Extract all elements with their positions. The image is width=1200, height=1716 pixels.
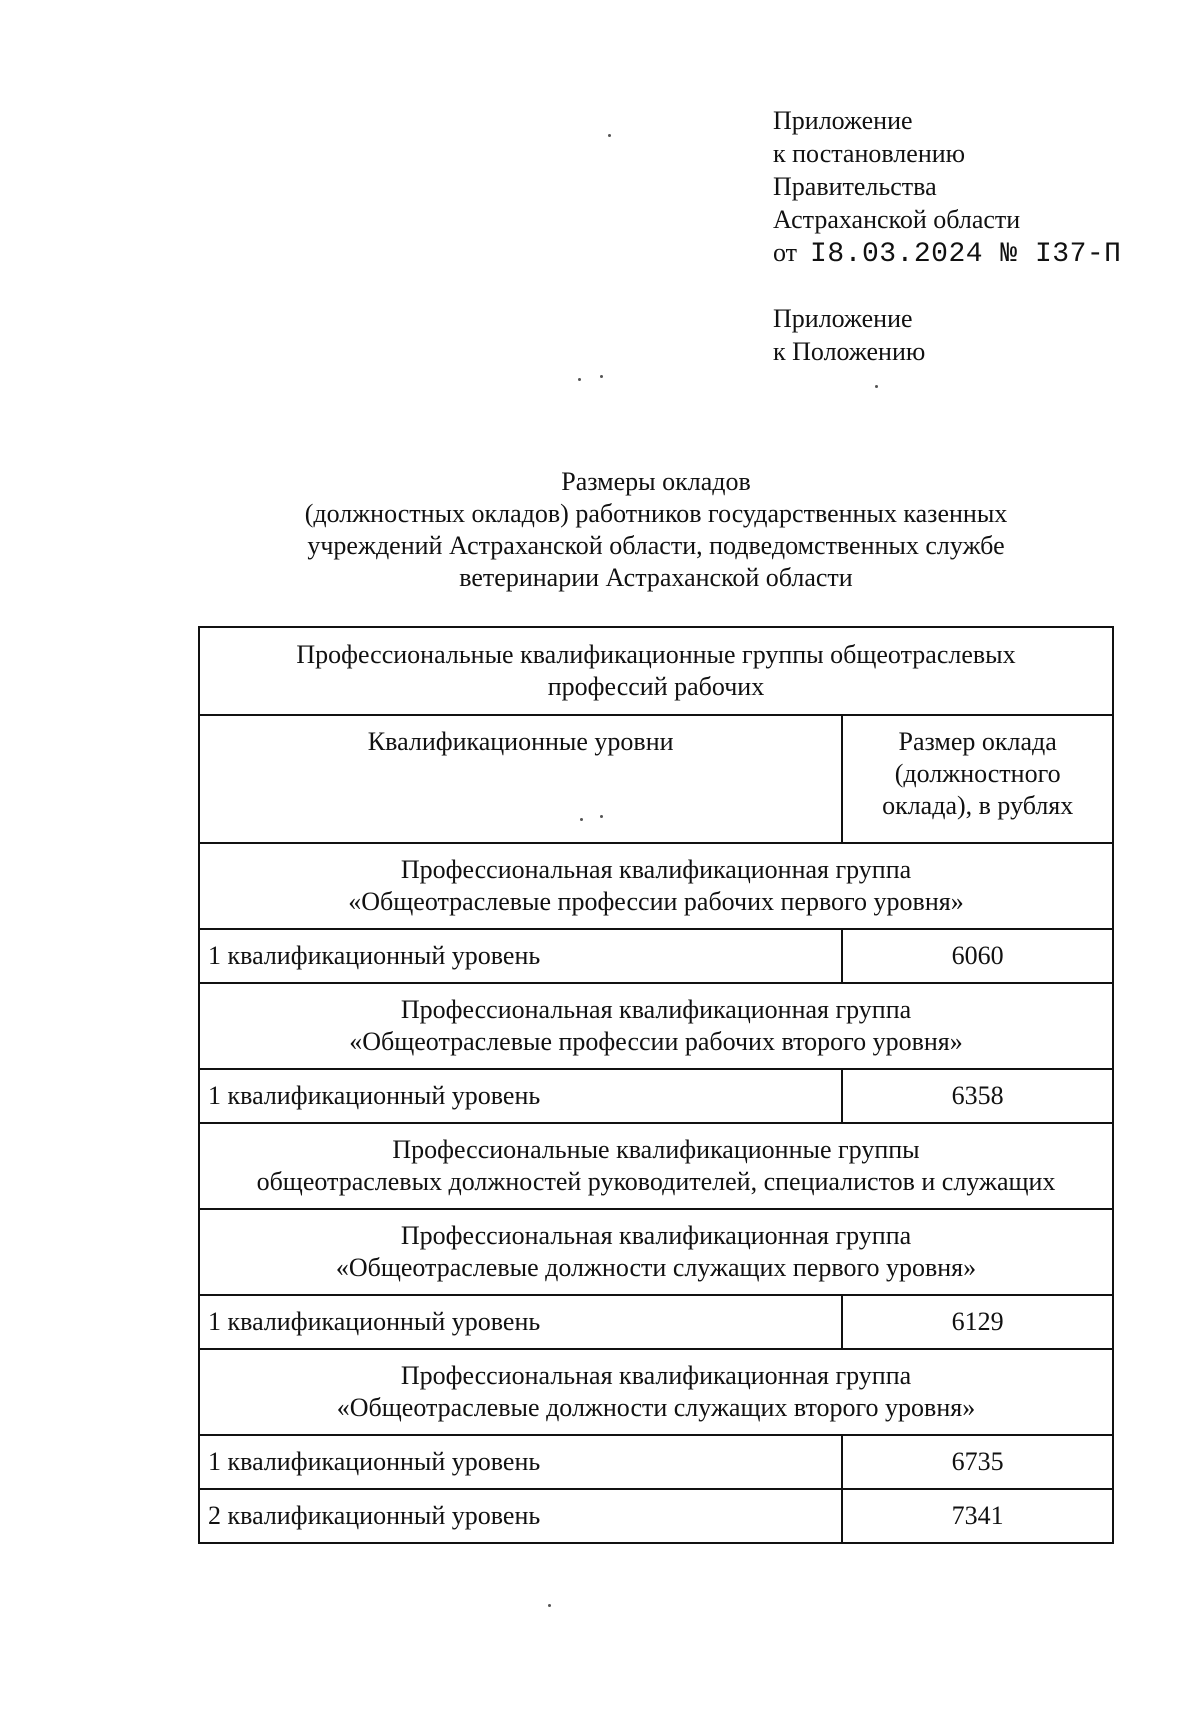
column-header-row: [199, 715, 1113, 843]
table-row: [199, 1435, 1113, 1489]
column-header-levels: Квалификационные уровни: [199, 715, 842, 843]
group-row: [199, 1349, 1113, 1435]
group-line: «Общеотраслевые должности служащих первого уровня»: [335, 1253, 977, 1282]
annex-sub-line: Приложение: [773, 304, 913, 333]
group-line: Профессиональная квалификационная группа: [400, 1361, 912, 1390]
document-title: [198, 466, 1114, 594]
group-line: Профессиональная квалификационная группа: [400, 855, 912, 884]
salary-cell: 7341: [842, 1489, 1113, 1543]
section-line: Профессиональные квалификационные группы общеотраслевых: [296, 640, 1016, 669]
annex-line: Приложение: [773, 106, 913, 135]
group-header-cell: [199, 1349, 1113, 1435]
table-row: [199, 1295, 1113, 1349]
group-header-cell: [199, 983, 1113, 1069]
annex-date-prefix: от: [773, 238, 798, 267]
level-cell: 1 квалификационный уровень: [199, 1295, 842, 1349]
salary-cell: 6358: [842, 1069, 1113, 1123]
salary-cell: 6060: [842, 929, 1113, 983]
title-line: ветеринарии Астраханской области: [459, 563, 853, 592]
column-header-salary-line: оклада), в рублях: [882, 791, 1074, 820]
annex-line: Астраханской области: [773, 205, 1021, 234]
annex-subheader: [773, 302, 925, 368]
salary-table: [198, 626, 1114, 1544]
group-line: «Общеотраслевые профессии рабочих первого уровня»: [348, 887, 964, 916]
level-cell: 1 квалификационный уровень: [199, 929, 842, 983]
group-row: [199, 983, 1113, 1069]
group-line: «Общеотраслевые должности служащих второго уровня»: [336, 1393, 976, 1422]
scan-speck: [600, 375, 603, 378]
level-cell: 2 квалификационный уровень: [199, 1489, 842, 1543]
group-header-cell: [199, 1209, 1113, 1295]
scan-speck: [578, 378, 581, 381]
scan-speck: [875, 385, 878, 388]
salary-cell: 6735: [842, 1435, 1113, 1489]
table-row: [199, 1489, 1113, 1543]
annex-header: [773, 104, 1121, 271]
annex-date-line: [773, 236, 1121, 271]
title-line: (должностных окладов) работников государственных казенных: [304, 499, 1008, 528]
annex-date-number: I8.03.2024 № I37-П: [810, 239, 1122, 270]
section-row: [199, 1123, 1113, 1209]
scan-speck: [608, 134, 611, 137]
column-header-salary: [842, 715, 1113, 843]
scan-speck: [600, 815, 603, 818]
salary-cell: 6129: [842, 1295, 1113, 1349]
group-line: «Общеотраслевые профессии рабочих второго уровня»: [349, 1027, 963, 1056]
group-line: Профессиональная квалификационная группа: [400, 995, 912, 1024]
section-line: общеотраслевых должностей руководителей, специалистов и служащих: [256, 1167, 1056, 1196]
level-cell: 1 квалификационный уровень: [199, 1069, 842, 1123]
group-header-cell: [199, 843, 1113, 929]
scan-speck: [548, 1604, 551, 1607]
section-line: профессий рабочих: [547, 672, 765, 701]
title-line: учреждений Астраханской области, подведомственных службе: [307, 531, 1005, 560]
group-row: [199, 843, 1113, 929]
section-header-cell: [199, 1123, 1113, 1209]
column-header-salary-line: (должностного: [894, 759, 1061, 788]
level-cell: 1 квалификационный уровень: [199, 1435, 842, 1489]
table-row: [199, 929, 1113, 983]
column-header-salary-line: Размер оклада: [898, 727, 1057, 756]
scan-speck: [580, 818, 583, 821]
annex-line: к постановлению: [773, 139, 966, 168]
table-row: [199, 1069, 1113, 1123]
annex-sub-line: к Положению: [773, 337, 926, 366]
section-row: [199, 627, 1113, 715]
title-line: Размеры окладов: [561, 467, 751, 496]
section-line: Профессиональные квалификационные группы: [392, 1135, 920, 1164]
section-header-cell: [199, 627, 1113, 715]
group-line: Профессиональная квалификационная группа: [400, 1221, 912, 1250]
group-row: [199, 1209, 1113, 1295]
annex-line: Правительства: [773, 172, 937, 201]
